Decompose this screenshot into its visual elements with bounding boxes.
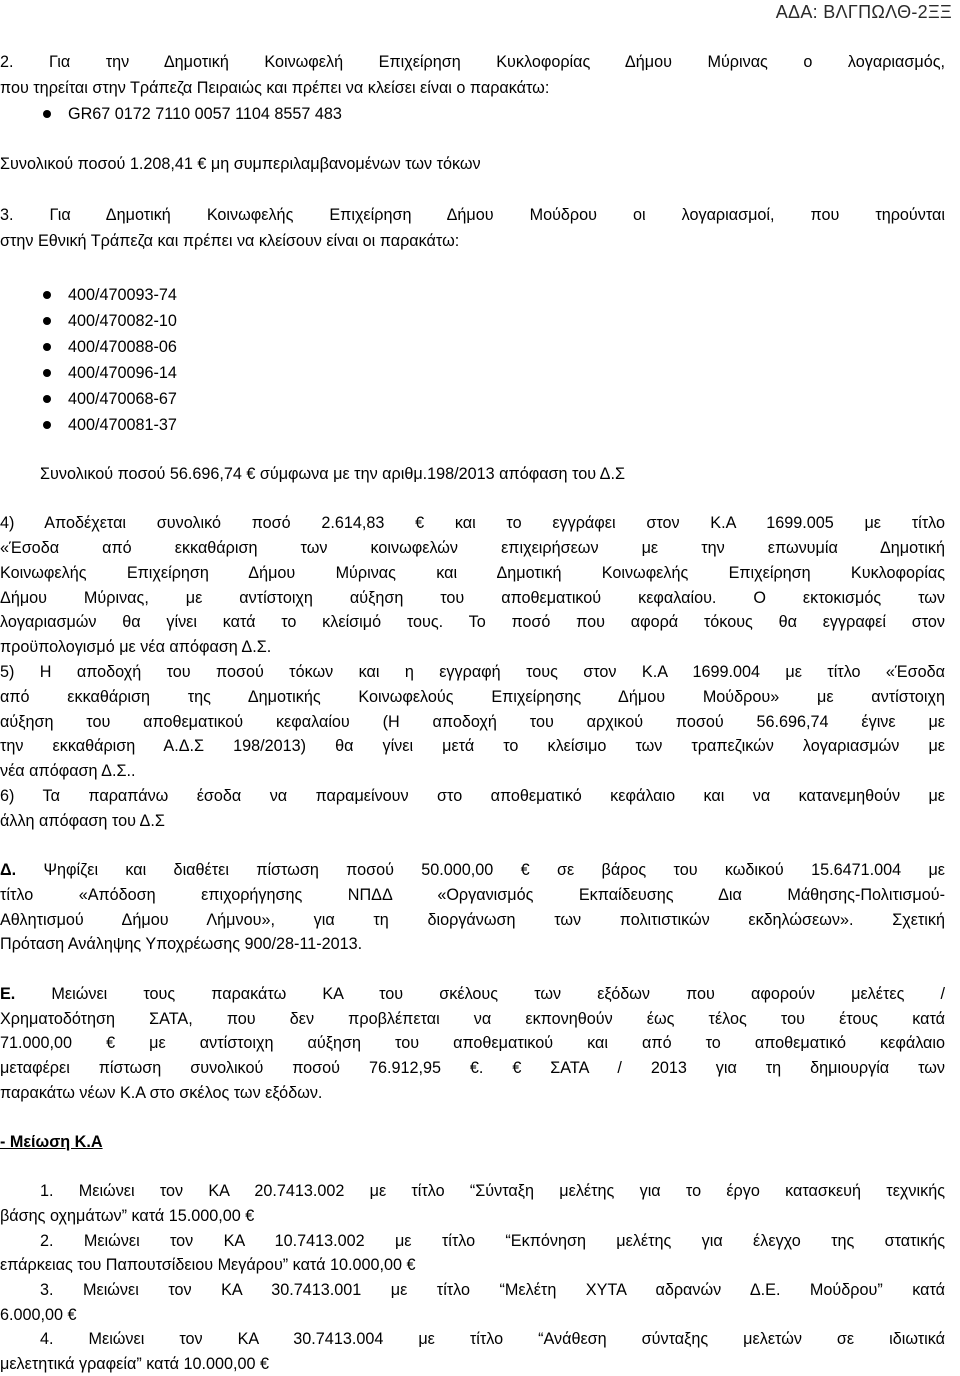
reduction-item-line: 1. Μειώνει τον ΚΑ 20.7413.002 με τίτλο “Σύνταξη μελέτης για το έργο κατασκευή τεχνικής — [40, 1182, 945, 1200]
item2-account: GR67 0172 7110 0057 1104 8557 483 — [68, 105, 342, 123]
item2-line1: 2. Για την Δημοτική Κοινωφελή Επιχείρηση Κυκλοφορίας Δήμου Μύρινας ο λογαριασμός, — [0, 53, 945, 71]
item3-account: 400/470068-67 — [68, 390, 177, 408]
bullet-icon — [43, 317, 51, 325]
section-e-label: Ε. — [0, 985, 16, 1003]
reduction-item-line: 4. Μειώνει τον ΚΑ 30.7413.004 με τίτλο “Ανάθεση σύνταξης μελετών σε ιδιωτικά — [40, 1330, 945, 1348]
item3-account: 400/470093-74 — [68, 286, 177, 304]
section-d-line: τίτλο «Απόδοση επιχορήγησης ΝΠΔΔ «Οργανισμός Εκπαίδευσης Δια Μάθησης-Πολιτισμού- — [0, 886, 945, 904]
reduction-item-line: 2. Μειώνει τον ΚΑ 10.7413.002 με τίτλο “Εκπόνηση μελέτης για έλεγχο της στατικής — [40, 1232, 945, 1250]
section-e-line1: Ε. Μειώνει τους παρακάτω ΚΑ του σκέλους των εξόδων που αφορούν μελέτες / — [0, 985, 945, 1003]
bullet-icon — [43, 395, 51, 403]
item3-account: 400/470081-37 — [68, 416, 177, 434]
reduction-item-line: επάρκειας του Παπουτσίδειου Μεγάρου” κατά 10.000,00 € — [0, 1256, 416, 1274]
section-e-line: 71.000,00 € με αντίστοιχη αύξηση του αποθεματικού και από το αποθεματικό κεφάλαιο — [0, 1034, 945, 1052]
item6-line: άλλη απόφαση του Δ.Σ — [0, 812, 165, 830]
item4-line: προϋπολογισμό με νέα απόφαση Δ.Σ. — [0, 638, 272, 656]
item3-account: 400/470088-06 — [68, 338, 177, 356]
reduction-item-line: βάσης οχημάτων” κατά 15.000,00 € — [0, 1207, 255, 1225]
section-e-line: Χρηματοδότηση ΣΑΤΑ, που δεν προβλέπεται να εκπονηθούν έως τέλος του έτους κατά — [0, 1010, 945, 1028]
item5-line: νέα απόφαση Δ.Σ.. — [0, 762, 136, 780]
bullet-icon — [43, 110, 51, 118]
item4-line: «Έσοδα από εκκαθάριση των κοινωφελών επιχειρήσεων με την επωνυμία Δημοτική — [0, 539, 945, 557]
reduction-item-line: μελετητικά γραφεία” κατά 10.000,00 € — [0, 1355, 269, 1373]
bullet-icon — [43, 343, 51, 351]
reduction-heading: - Μείωση Κ.Α — [0, 1133, 103, 1151]
section-d-line: Πρόταση Ανάληψης Υποχρέωσης 900/28-11-2013. — [0, 935, 363, 953]
bullet-icon — [43, 421, 51, 429]
item5-line: 5) Η αποδοχή του ποσού τόκων και η εγγραφή τους στον Κ.Α 1699.004 με τίτλο «Έσοδα — [0, 663, 945, 681]
item3-account: 400/470096-14 — [68, 364, 177, 382]
section-d-label: Δ. — [0, 861, 17, 879]
reduction-item-line: 6.000,00 € — [0, 1306, 77, 1324]
reduction-item-line: 3. Μειώνει τον ΚΑ 30.7413.001 με τίτλο “Μελέτη ΧΥΤΑ αδρανών Δ.Ε. Μούδρου” κατά — [40, 1281, 945, 1299]
item5-line: από εκκαθάριση της Δημοτικής Κοινωφελούς Επιχείρησης Δήμου Μούδρου» με αντίστοιχη — [0, 688, 945, 706]
item3-line2: στην Εθνική Τράπεζα και πρέπει να κλείσουν είναι οι παρακάτω: — [0, 232, 460, 250]
item4-line: Δήμου Μύρινας, με αντίστοιχη αύξηση του αποθεματικού κεφαλαίου. Ο εκτοκισμός των — [0, 589, 945, 607]
item3-total: Συνολικού ποσού 56.696,74 € σύμφωνα με την αριθμ.198/2013 απόφαση του Δ.Σ — [40, 465, 625, 483]
item2-line2: που τηρείται στην Τράπεζα Πειραιώς και πρέπει να κλείσει είναι ο παρακάτω: — [0, 79, 550, 97]
item5-line: την εκκαθάριση Α.Δ.Σ 198/2013) θα γίνει μετά το κλείσιμο των τραπεζικών λογαριασμών με — [0, 737, 945, 755]
item4-line: λογαριασμών θα γίνει κατά το κλείσιμό τους. Το ποσό που αφορά τόκους θα εγγραφεί στον — [0, 613, 945, 631]
bullet-icon — [43, 291, 51, 299]
item2-total: Συνολικού ποσού 1.208,41 € μη συμπεριλαμβανομένων των τόκων — [0, 155, 481, 173]
item4-line: Κοινωφελής Επιχείρηση Δήμου Μύρινας και Δημοτική Κοινωφελής Επιχείρηση Κυκλοφορίας — [0, 564, 945, 582]
item3-account: 400/470082-10 — [68, 312, 177, 330]
section-d-line: Αθλητισμού Δήμου Λήμνου», για τη διοργάνωση των πολιτιστικών εκδηλώσεων». Σχετική — [0, 911, 945, 929]
item6-line: 6) Τα παραπάνω έσοδα να παραμείνουν στο αποθεματικό κεφάλαιο και να κατανεμηθούν με — [0, 787, 945, 805]
section-e-line: μεταφέρει πίστωση συνολικού ποσού 76.912,95 €. € ΣΑΤΑ / 2013 για τη δημιουργία των — [0, 1059, 945, 1077]
bullet-icon — [43, 369, 51, 377]
section-e-line: παρακάτω νέων Κ.Α στο σκέλος των εξόδων. — [0, 1084, 323, 1102]
item3-line1: 3. Για Δημοτική Κοινωφελής Επιχείρηση Δήμου Μούδρου οι λογαριασμοί, που τηρούνται — [0, 206, 945, 224]
ada-header: ΑΔΑ: ΒΛΓΠΩΛΘ-2ΞΞ — [775, 2, 952, 22]
item4-line: 4) Αποδέχεται συνολικό ποσό 2.614,83 € και το εγγράφει στον Κ.Α 1699.005 με τίτλο — [0, 514, 945, 532]
item5-line: αύξηση του αποθεματικού κεφαλαίου (Η αποδοχή του αρχικού ποσού 56.696,74 έγινε με — [0, 713, 945, 731]
section-d-line1: Δ. Ψηφίζει και διαθέτει πίστωση ποσού 50.000,00 € σε βάρος του κωδικού 15.6471.004 με — [0, 861, 945, 879]
